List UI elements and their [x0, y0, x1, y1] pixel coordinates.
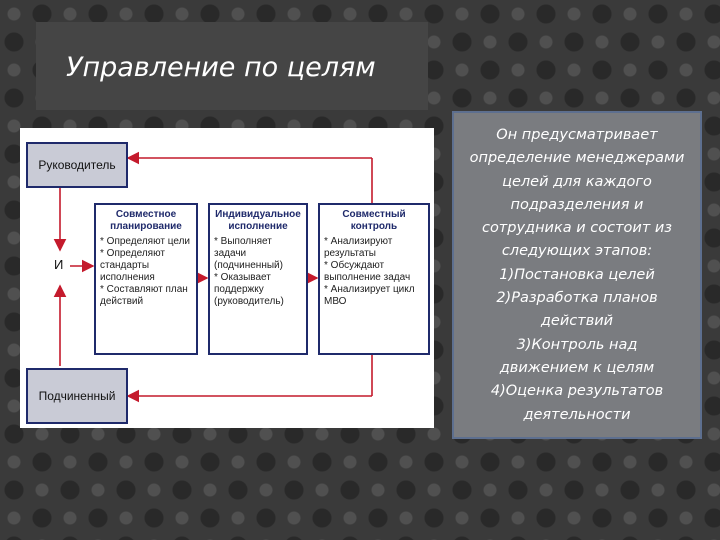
description-line: 2)Разработка планов: [496, 290, 658, 307]
execution-item: * Оказывает поддержку (руководитель): [214, 272, 284, 307]
execution-item: * Выполняет задачи (подчиненный): [214, 236, 283, 271]
description-line: действий: [540, 313, 614, 330]
planning-item: * Определяют цели: [100, 236, 190, 247]
description-panel: [452, 111, 702, 439]
description-line: деятельности: [523, 406, 631, 423]
description-line: 4)Оценка результатов: [490, 383, 664, 400]
control-item: * Обсуждают выполнение задач: [324, 260, 411, 283]
title-panel: [36, 22, 428, 110]
control-item: * Анализируют результаты: [324, 236, 393, 259]
planning-item: * Определяют стандарты исполнения: [100, 248, 165, 283]
and-label: И: [54, 257, 64, 272]
description-line: сотрудника и состоит из: [481, 220, 673, 237]
subordinate-box: [26, 368, 128, 424]
description-line: 3)Контроль над: [516, 336, 638, 353]
control-column: [318, 203, 430, 355]
description-line: подразделения и: [510, 196, 644, 213]
description-line: определение менеджерами: [469, 150, 685, 167]
control-item: * Анализирует цикл МВО: [324, 284, 415, 307]
control-title: Совместный контроль: [342, 209, 406, 232]
subordinate-label: Подчиненный: [38, 389, 116, 403]
description-line: Он предусматривает: [496, 127, 658, 143]
execution-column: [208, 203, 308, 355]
description-text: [458, 124, 696, 427]
description-line: 1)Постановка целей: [499, 266, 655, 283]
planning-item: * Составляют план действий: [100, 284, 188, 307]
planning-title: Совместное планирование: [110, 209, 182, 232]
slide-title: Управление по целям: [66, 52, 376, 83]
mbo-diagram: [20, 128, 434, 428]
description-line: следующих этапов:: [501, 243, 653, 260]
manager-box: [26, 142, 128, 188]
description-line: движением к целям: [499, 359, 655, 376]
manager-label: Руководитель: [38, 158, 116, 172]
description-line: целей для каждого: [502, 173, 652, 190]
execution-title: Индивидуальное исполнение: [215, 209, 301, 232]
planning-column: [94, 203, 198, 355]
